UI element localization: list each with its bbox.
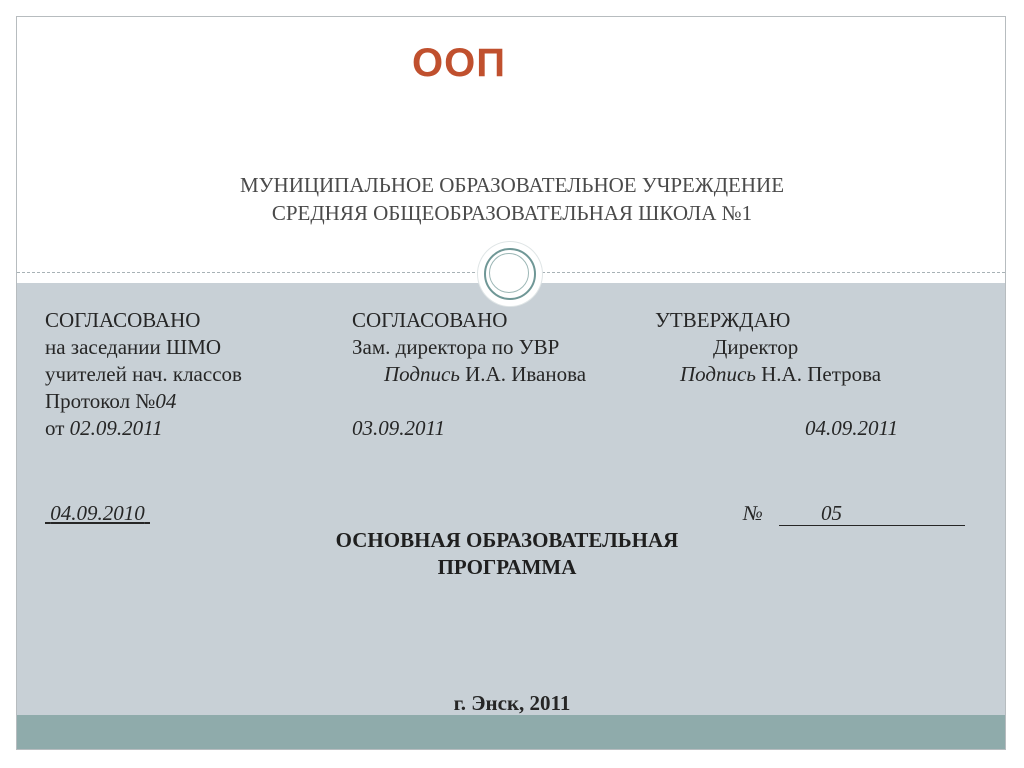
approval-block-shmo [45, 307, 242, 442]
institution-line-2: СРЕДНЯЯ ОБЩЕОБРАЗОВАТЕЛЬНАЯ ШКОЛА №1 [271, 201, 753, 225]
protocol-line [45, 388, 242, 415]
program-title-line-1: ОСНОВНАЯ ОБРАЗОВАТЕЛЬНАЯ [335, 528, 679, 552]
spacer-line [655, 388, 898, 415]
approval-date: 04.09.2011 [805, 416, 898, 440]
registration-date [45, 501, 150, 526]
registration-number: 05 [779, 501, 965, 526]
spacer-line [352, 388, 586, 415]
signature-name: Н.А. Петрова [755, 362, 882, 386]
approval-line: Директор [713, 335, 799, 359]
circle-ornament-icon [478, 242, 542, 306]
slide [16, 16, 1006, 750]
approval-date: 03.09.2011 [352, 416, 445, 440]
footer-band [17, 715, 1005, 750]
signature-name: И.А. Иванова [459, 362, 587, 386]
approval-heading: СОГЛАСОВАНО [45, 308, 201, 332]
approval-block-deputy [352, 307, 586, 442]
city-year: г. Энск, 2011 [453, 691, 571, 715]
registration-date-value: 04.09.2010 [50, 501, 145, 525]
signature-line [655, 361, 898, 388]
registration-number-label: № [743, 501, 763, 525]
institution-name [17, 171, 1006, 227]
date-prefix: от [45, 416, 70, 440]
approval-date-line [45, 415, 242, 442]
signature-line [352, 361, 586, 388]
approval-line: на заседании ШМО [45, 335, 222, 359]
program-title-line-2: ПРОГРАММА [437, 555, 577, 579]
protocol-number: 04 [155, 389, 177, 413]
page-title: ООП [412, 41, 506, 85]
signature-label: Подпись [384, 362, 460, 386]
protocol-label: Протокол № [45, 389, 156, 413]
approval-line: учителей нач. классов [45, 362, 242, 386]
approval-heading: СОГЛАСОВАНО [352, 308, 508, 332]
institution-line-1: МУНИЦИПАЛЬНОЕ ОБРАЗОВАТЕЛЬНОЕ УЧРЕЖДЕНИЕ [239, 173, 785, 197]
circle-ring-inner [489, 253, 529, 293]
approval-line: Зам. директора по УВР [352, 335, 560, 359]
approval-date: 02.09.2011 [69, 416, 163, 440]
approval-heading: УТВЕРЖДАЮ [655, 308, 791, 332]
program-title [207, 527, 807, 581]
signature-label: Подпись [680, 362, 756, 386]
approval-block-director [655, 307, 898, 442]
